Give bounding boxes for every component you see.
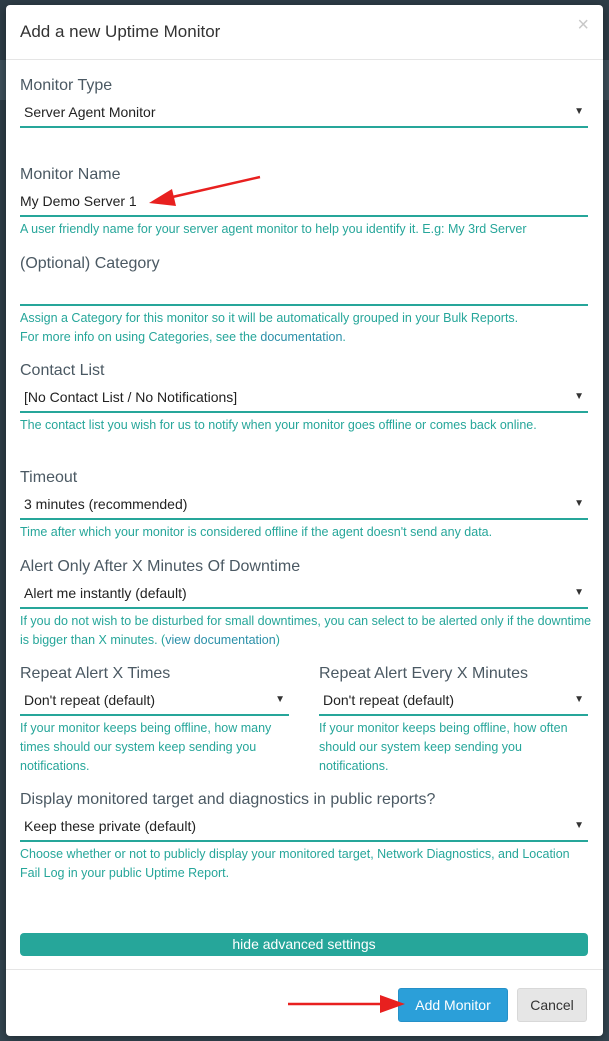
alert-after-help-text: If you do not wish to be disturbed for small downtimes, you can select to be alerted only if the downtime is bigger than X minutes. ( [20, 614, 592, 647]
chevron-down-icon: ▼ [574, 820, 584, 831]
arrow-to-monitor-name [149, 177, 260, 206]
timeout-value: 3 minutes (recommended) [24, 496, 188, 512]
add-monitor-button[interactable]: Add Monitor [398, 988, 508, 1022]
public-display-value: Keep these private (default) [24, 818, 196, 834]
contact-list-help: The contact list you wish for us to notify when your monitor goes offline or comes back online. [20, 418, 537, 432]
contact-list-value: [No Contact List / No Notifications] [24, 389, 238, 405]
chevron-down-icon: ▼ [574, 498, 584, 509]
timeout-help: Time after which your monitor is considered offline if the agent doesn't send any data. [20, 525, 493, 539]
monitor-name-value: My Demo Server 1 [20, 193, 137, 209]
category-help-text: Assign a Category for this monitor so it will be automatically grouped in your Bulk Reports. [20, 311, 519, 325]
contact-list-label: Contact List [20, 362, 105, 379]
chevron-down-icon: ▼ [574, 587, 584, 598]
chevron-down-icon: ▼ [574, 106, 584, 117]
timeout-label: Timeout [20, 469, 78, 486]
alert-after-label: Alert Only After X Minutes Of Downtime [20, 558, 301, 575]
public-display-label: Display monitored target and diagnostics in public reports? [20, 791, 436, 808]
monitor-type-value: Server Agent Monitor [24, 104, 156, 120]
public-display-help: Choose whether or not to publicly display your monitored target, Network Diagnostics, and Location Fail Log in your public Uptime Report. [20, 847, 570, 880]
modal-title: Add a new Uptime Monitor [20, 22, 221, 41]
monitor-type-label: Monitor Type [20, 77, 113, 94]
category-label: (Optional) Category [20, 255, 160, 272]
arrow-to-add-monitor [288, 995, 405, 1013]
repeat-every-value: Don't repeat (default) [323, 692, 455, 708]
monitor-name-help: A user friendly name for your server agent monitor to help you identify it. E.g: My 3rd Server [20, 222, 527, 236]
hide-advanced-settings-button[interactable]: hide advanced settings [20, 933, 588, 956]
repeat-every-help: If your monitor keeps being offline, how often should our system keep sending you notifications. [319, 721, 568, 773]
repeat-times-label: Repeat Alert X Times [20, 665, 171, 682]
alert-after-value: Alert me instantly (default) [24, 585, 187, 601]
chevron-down-icon: ▼ [574, 391, 584, 402]
repeat-times-value: Don't repeat (default) [24, 692, 156, 708]
cancel-button[interactable]: Cancel [517, 988, 587, 1022]
close-icon[interactable]: × [577, 14, 589, 36]
repeat-every-label: Repeat Alert Every X Minutes [319, 665, 528, 682]
monitor-name-label: Monitor Name [20, 166, 121, 183]
category-help-end: . [342, 330, 346, 344]
repeat-times-help: If your monitor keeps being offline, how many times should our system keep sending you notifications. [20, 721, 272, 773]
alert-after-help-end: ) [275, 633, 280, 647]
category-help-text-2: For more info on using Categories, see the [20, 330, 261, 344]
chevron-down-icon: ▼ [275, 694, 285, 705]
category-documentation-link[interactable]: documentation [260, 330, 343, 344]
chevron-down-icon: ▼ [574, 694, 584, 705]
alert-after-documentation-link[interactable]: view documentation [165, 633, 276, 647]
